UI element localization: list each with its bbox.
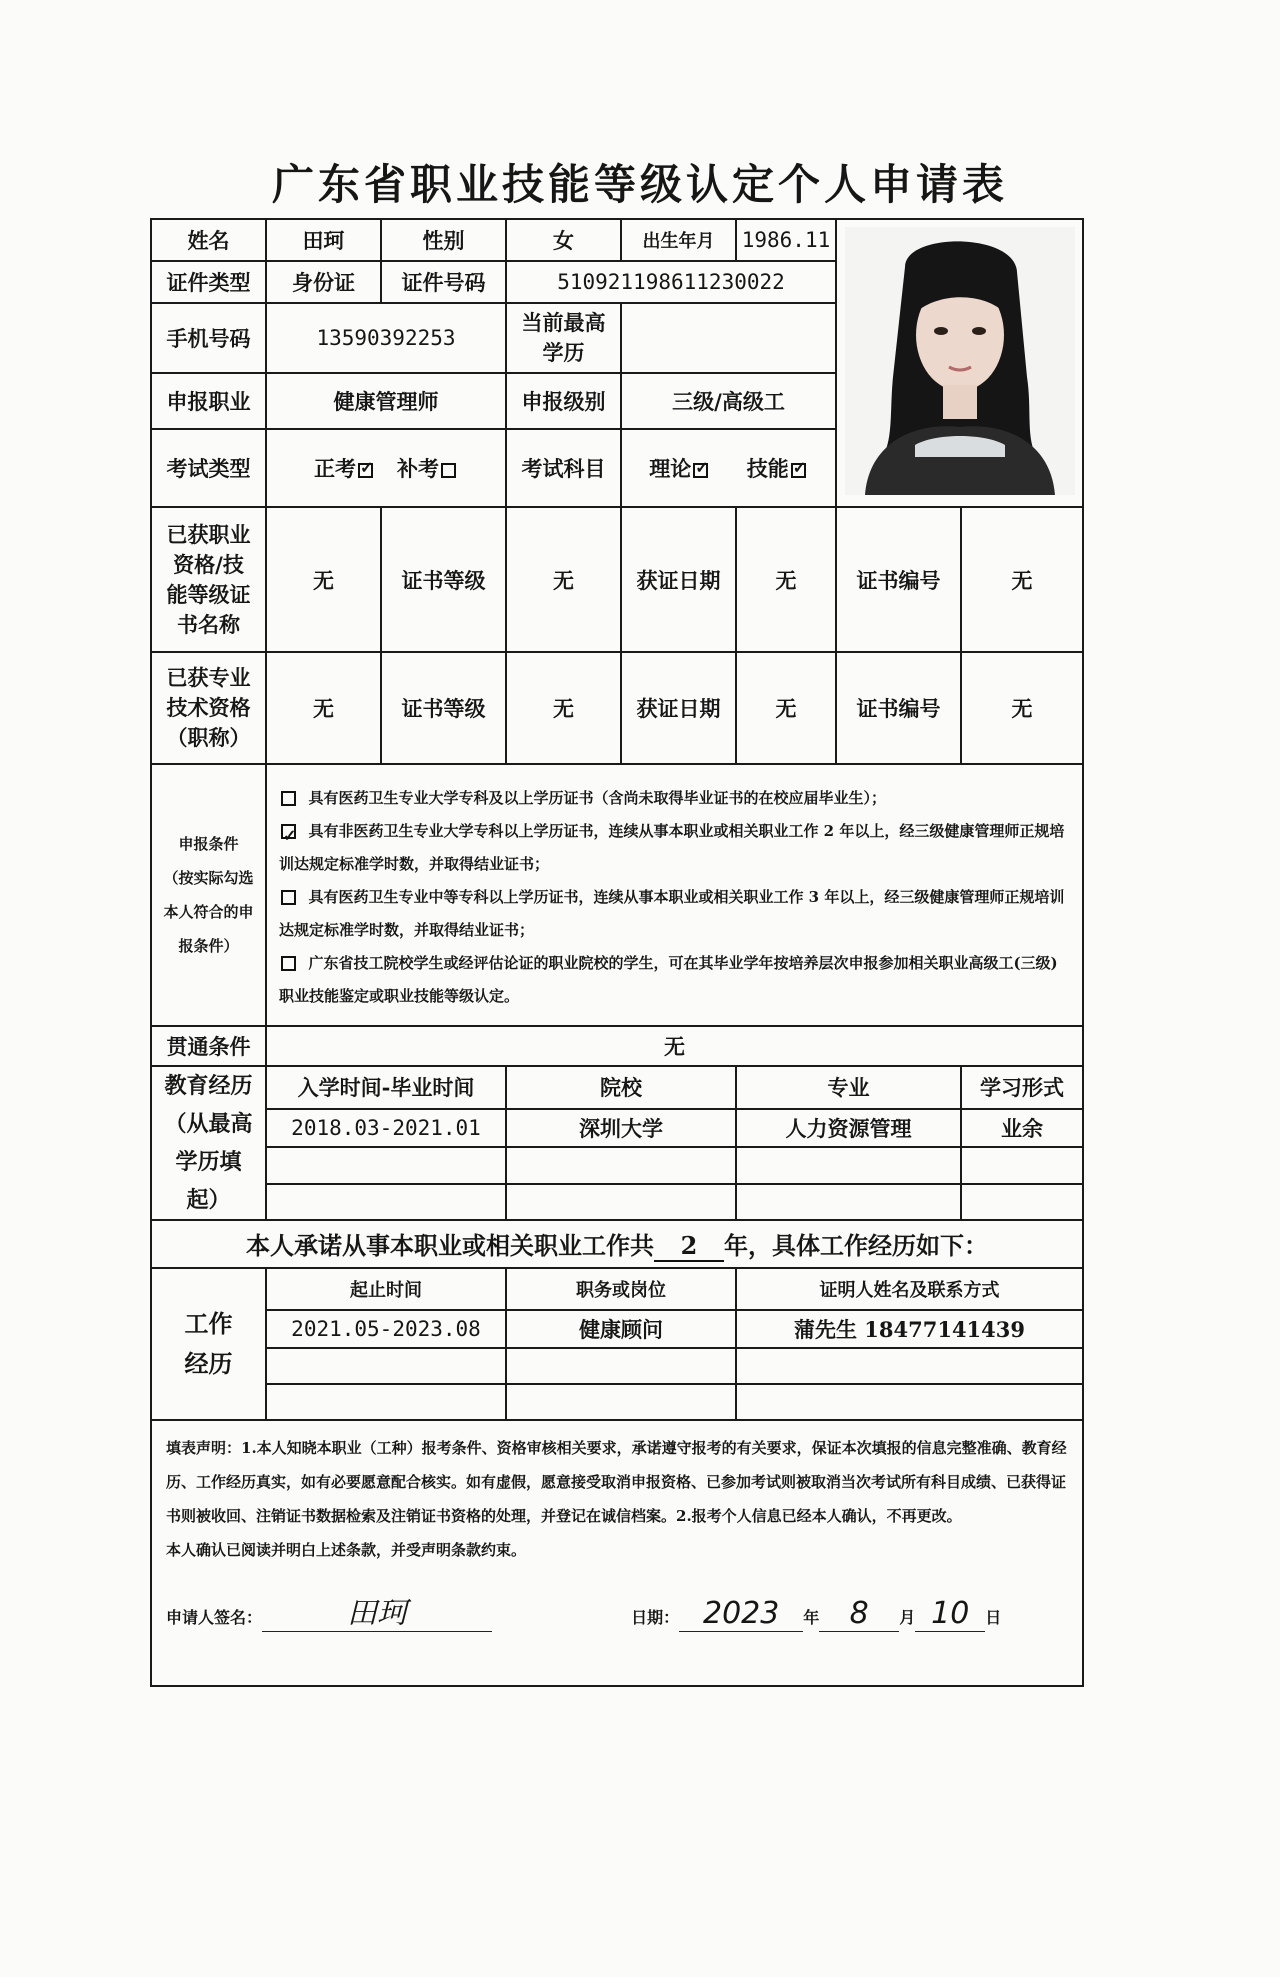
condition-item [279,782,1070,815]
condition-item [279,815,1070,881]
work-empty-cell [266,1384,506,1420]
date-year: 2023 [679,1597,803,1632]
edu-empty-cell [266,1184,506,1220]
application-form [150,218,1084,1687]
birth-value: 1986.11 [736,219,836,261]
edu-empty-cell [961,1184,1083,1220]
date-day: 10 [915,1597,985,1632]
cert-vocational-date: 无 [736,507,836,652]
day-unit: 日 [985,1608,1002,1627]
edu-value [621,303,836,373]
edu-empty-cell [961,1147,1083,1183]
through-value: 无 [266,1026,1083,1066]
exam-regular-label: 正考 [314,456,357,481]
cert-technical-grade-label: 证书等级 [381,652,506,764]
exam-type-label: 考试类型 [151,429,266,507]
name-value: 田珂 [266,219,381,261]
cert-technical-label: 已获专业技术资格（职称） [151,652,266,764]
cert-vocational-no: 无 [961,507,1083,652]
work-header-period: 起止时间 [266,1268,506,1310]
gender-label: 性别 [381,219,506,261]
work-position: 健康顾问 [506,1310,736,1348]
date-month: 8 [819,1597,899,1632]
form-title: 广东省职业技能等级认定个人申请表 [271,160,1008,209]
cert-vocational-grade-label: 证书等级 [381,507,506,652]
job-value: 健康管理师 [266,373,506,429]
skill-checkbox[interactable] [791,463,806,478]
commitment-prefix: 本人承诺从事本职业或相关职业工作共 [246,1231,654,1260]
condition-text-3: 具有医药卫生专业中等专科以上学历证书，连续从事本职业或相关职业工作 3 年以上，经三级健康管理师正规培训达规定标准学时数，并取得结业证书； [279,887,1065,939]
work-empty-cell [266,1348,506,1384]
condition-item [279,881,1070,947]
conditions-note: （按实际勾选本人符合的申报条件） [163,869,254,955]
cert-technical-grade: 无 [506,652,621,764]
table-row [151,1109,1083,1148]
conditions-label-cell [151,764,266,1026]
level-label: 申报级别 [506,373,621,429]
edu-school: 深圳大学 [506,1109,736,1148]
condition-checkbox-4[interactable] [281,956,296,971]
commitment-years: 2 [654,1231,724,1262]
id-no-label: 证件号码 [381,261,506,303]
table-row [151,1348,1083,1384]
edu-major: 人力资源管理 [736,1109,961,1148]
work-empty-cell [736,1384,1083,1420]
exam-subject-options [621,429,836,507]
commitment-suffix: 年，具体工作经历如下： [724,1231,988,1260]
exam-makeup-label: 补考 [396,456,439,481]
applicant-photo [845,227,1075,495]
table-row [151,1384,1083,1420]
cert-technical-no: 无 [961,652,1083,764]
signature: 田珂 [262,1597,492,1632]
edu-empty-cell [736,1184,961,1220]
work-empty-cell [736,1348,1083,1384]
table-row [151,1184,1083,1220]
cert-vocational-label: 已获职业资格/技能等级证书名称 [151,507,266,652]
work-header-reference: 证明人姓名及联系方式 [736,1268,1083,1310]
year-unit: 年 [803,1608,820,1627]
id-no-value: 510921198611230022 [506,261,836,303]
skill-label: 技能 [746,456,789,481]
work-empty-cell [506,1348,736,1384]
work-label: 工作经历 [151,1268,266,1420]
phone-label: 手机号码 [151,303,266,373]
cert-technical-date-label: 获证日期 [621,652,736,764]
sign-label: 申请人签名： [166,1608,263,1627]
work-empty-cell [506,1384,736,1420]
signature-row [166,1597,1068,1635]
name-label: 姓名 [151,219,266,261]
edu-label: 当前最高学历 [506,303,621,373]
work-reference: 蒲先生 18477141439 [736,1310,1083,1348]
photo-cell [836,219,1083,507]
edu-header-major: 专业 [736,1066,961,1109]
table-row [151,1310,1083,1348]
edu-empty-cell [266,1147,506,1183]
condition-text-2: 具有非医药卫生专业大学专科以上学历证书，连续从事本职业或相关职业工作 2 年以上，经三级健康管理师正规培训达规定标准学时数，并取得结业证书； [279,821,1065,873]
condition-text-1: 具有医药卫生专业大学专科及以上学历证书（含尚未取得毕业证书的在校应届毕业生）； [308,788,886,807]
cert-technical-no-label: 证书编号 [836,652,961,764]
condition-checkbox-2[interactable] [281,824,296,839]
condition-checkbox-1[interactable] [281,791,296,806]
birth-label: 出生年月 [621,219,736,261]
conditions-list [266,764,1083,1026]
work-header-position: 职务或岗位 [506,1268,736,1310]
condition-text-4: 广东省技工院校学生或经评估论证的职业院校的学生，可在其毕业学年按培养层次申报参加相关职业高级工(三级)职业技能鉴定或职业技能等级认定。 [279,953,1058,1005]
edu-mode: 业余 [961,1109,1083,1148]
level-value: 三级/高级工 [621,373,836,429]
theory-label: 理论 [649,456,692,481]
job-label: 申报职业 [151,373,266,429]
cert-technical-date: 无 [736,652,836,764]
id-type-value: 身份证 [266,261,381,303]
declaration-cell [151,1420,1083,1686]
exam-makeup-checkbox[interactable] [441,463,456,478]
declaration-confirm: 本人确认已阅读并明白上述条款，并受声明条款约束。 [166,1541,527,1559]
gender-value: 女 [506,219,621,261]
edu-empty-cell [506,1147,736,1183]
month-unit: 月 [899,1608,916,1627]
cert-vocational-grade: 无 [506,507,621,652]
through-label: 贯通条件 [151,1026,266,1066]
exam-type-options [266,429,506,507]
edu-empty-cell [736,1147,961,1183]
edu-empty-cell [506,1184,736,1220]
education-label: 教育经历（从最高学历填起） [151,1066,266,1220]
cert-vocational-date-label: 获证日期 [621,507,736,652]
cert-vocational-no-label: 证书编号 [836,507,961,652]
commitment-row [151,1220,1083,1268]
id-type-label: 证件类型 [151,261,266,303]
declaration-text: 填表声明：1.本人知晓本职业（工种）报考条件、资格审核相关要求，承诺遵守报考的有关要求，保证本次填报的信息完整准确、教育经历、工作经历真实，如有必要愿意配合核实。如有虚假，愿意接受取消申报资格、已参加考试则被取消当次考试所有科目成绩、已获得证书则被收回、注销证书数据检索及注销证书资格的处理，并登记在诚信档案。2.报考个人信息已经本人确认，不再更改。 [166,1439,1067,1525]
condition-checkbox-3[interactable] [281,890,296,905]
edu-header-school: 院校 [506,1066,736,1109]
cert-vocational-name: 无 [266,507,381,652]
phone-value: 13590392253 [266,303,506,373]
exam-regular-checkbox[interactable] [358,463,373,478]
condition-item [279,947,1070,1013]
cert-technical-name: 无 [266,652,381,764]
edu-header-period: 入学时间-毕业时间 [266,1066,506,1109]
edu-period: 2018.03-2021.01 [266,1109,506,1148]
date-label: 日期： [631,1608,680,1627]
theory-checkbox[interactable] [693,463,708,478]
table-row [151,1147,1083,1183]
exam-subject-label: 考试科目 [506,429,621,507]
conditions-label: 申报条件 [178,835,239,853]
work-period: 2021.05-2023.08 [266,1310,506,1348]
edu-header-mode: 学习形式 [961,1066,1083,1109]
